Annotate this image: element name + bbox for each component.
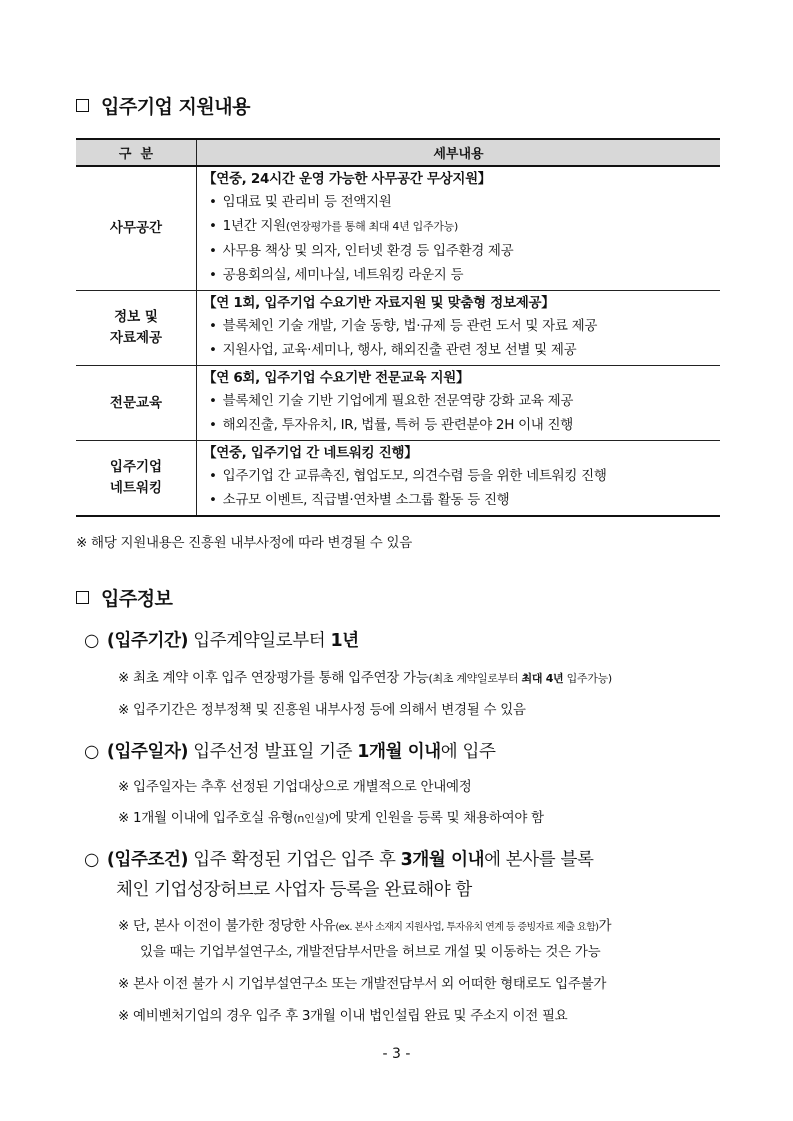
category-cell: 정보 및 자료제공 bbox=[76, 291, 197, 366]
page-number: - 3 - bbox=[382, 1046, 411, 1062]
list-item: • 소규모 이벤트, 직급별·연차별 소그룹 활동 등 진행 bbox=[209, 492, 510, 508]
row-heading: 【연중, 입주기업 간 네트워킹 진행】 bbox=[203, 445, 418, 461]
header-category: 구 분 bbox=[76, 139, 197, 166]
list-item: • 블록체인 기술 개발, 기술 동향, 법·규제 등 관련 도서 및 자료 제공 bbox=[209, 318, 598, 334]
list-item: • 임대료 및 관리비 등 전액지원 bbox=[209, 194, 392, 210]
period-note-1: ※ 최초 계약 이후 입주 연장평가를 통해 입주연장 가능(최초 계약일로부터 최대 4년 입주가능) bbox=[118, 670, 612, 686]
list-item: • 입주기업 간 교류촉진, 협업도모, 의견수렴 등을 위한 네트워킹 진행 bbox=[209, 468, 607, 484]
section-title-residency bbox=[76, 584, 172, 611]
table-footnote: ※ 해당 지원내용은 진흥원 내부사정에 따라 변경될 수 있음 bbox=[76, 535, 412, 551]
section-title-text: 입주정보 bbox=[101, 588, 173, 610]
table-row bbox=[76, 441, 720, 517]
category-cell: 전문교육 bbox=[76, 366, 197, 441]
date-note-1: ※ 입주일자는 추후 선정된 기업대상으로 개별적으로 안내예정 bbox=[118, 779, 472, 795]
support-table bbox=[76, 138, 720, 517]
circle-bullet-icon: ○ bbox=[84, 850, 99, 870]
condition-note-1: ※ 단, 본사 이전이 불가한 정당한 사유(ex. 본사 소재지 지원사업, 투자유치 연계 등 증빙자료 제출 요함)가 있을 때는 기업부설연구소, 개발전담부서만을 허브로 개설 및 이동하는 것은 가능 bbox=[118, 918, 612, 960]
period-note-2: ※ 입주기간은 정부정책 및 진흥원 내부사정 등에 의해서 변경될 수 있음 bbox=[118, 702, 526, 718]
detail-cell bbox=[197, 366, 721, 441]
list-item: • 블록체인 기술 기반 기업에게 필요한 전문역량 강화 교육 제공 bbox=[209, 393, 574, 409]
row-heading: 【연 1회, 입주기업 수요기반 자료지원 및 맞춤형 정보제공】 bbox=[203, 295, 555, 311]
square-bullet-icon bbox=[76, 591, 89, 604]
circle-bullet-icon: ○ bbox=[84, 742, 99, 762]
table-row bbox=[76, 291, 720, 366]
list-item: • 지원사업, 교육·세미나, 행사, 해외진출 관련 정보 선별 및 제공 bbox=[209, 342, 577, 358]
section-title-text: 입주기업 지원내용 bbox=[101, 96, 250, 118]
square-bullet-icon bbox=[76, 99, 89, 112]
row-heading: 【연중, 24시간 운영 가능한 사무공간 무상지원】 bbox=[203, 171, 492, 187]
list-item: • 사무용 책상 및 의자, 인터넷 환경 등 입주환경 제공 bbox=[209, 243, 514, 259]
condition-note-2: ※ 본사 이전 불가 시 기업부설연구소 또는 개발전담부서 외 어떠한 형태로도 입주불가 bbox=[118, 976, 607, 992]
detail-cell bbox=[197, 291, 721, 366]
header-details: 세부내용 bbox=[197, 139, 721, 166]
detail-cell bbox=[197, 441, 721, 517]
list-item: • 공용회의실, 세미나실, 네트워킹 라운지 등 bbox=[209, 267, 464, 283]
condition-note-3: ※ 예비벤처기업의 경우 입주 후 3개월 이내 법인설립 완료 및 주소지 이전 필요 bbox=[118, 1008, 568, 1024]
residency-period-item: ○ (입주기간) 입주계약일로부터 1년 bbox=[84, 631, 359, 651]
section-title-support bbox=[76, 92, 250, 119]
list-item: • 1년간 지원(연장평가를 통해 최대 4년 입주가능) bbox=[209, 218, 458, 234]
table-row bbox=[76, 166, 720, 291]
row-heading: 【연 6회, 입주기업 수요기반 전문교육 지원】 bbox=[203, 370, 470, 386]
table-header-row bbox=[76, 139, 720, 166]
date-note-2: ※ 1개월 이내에 입주호실 유형(n인실)에 맞게 인원을 등록 및 채용하여야 함 bbox=[118, 810, 544, 826]
detail-cell bbox=[197, 166, 721, 291]
list-item: • 해외진출, 투자유치, IR, 법률, 특허 등 관련분야 2H 이내 진행 bbox=[209, 417, 574, 433]
circle-bullet-icon: ○ bbox=[84, 631, 99, 651]
residency-date-item: ○ (입주일자) 입주선정 발표일 기준 1개월 이내에 입주 bbox=[84, 742, 496, 762]
table-row bbox=[76, 366, 720, 441]
residency-condition-item: ○ (입주조건) 입주 확정된 기업은 입주 후 3개월 이내에 본사를 블록 체인 기업성장허브로 사업자 등록을 완료해야 함 bbox=[84, 850, 594, 900]
category-cell: 입주기업 네트워킹 bbox=[76, 441, 197, 517]
category-cell: 사무공간 bbox=[76, 166, 197, 291]
